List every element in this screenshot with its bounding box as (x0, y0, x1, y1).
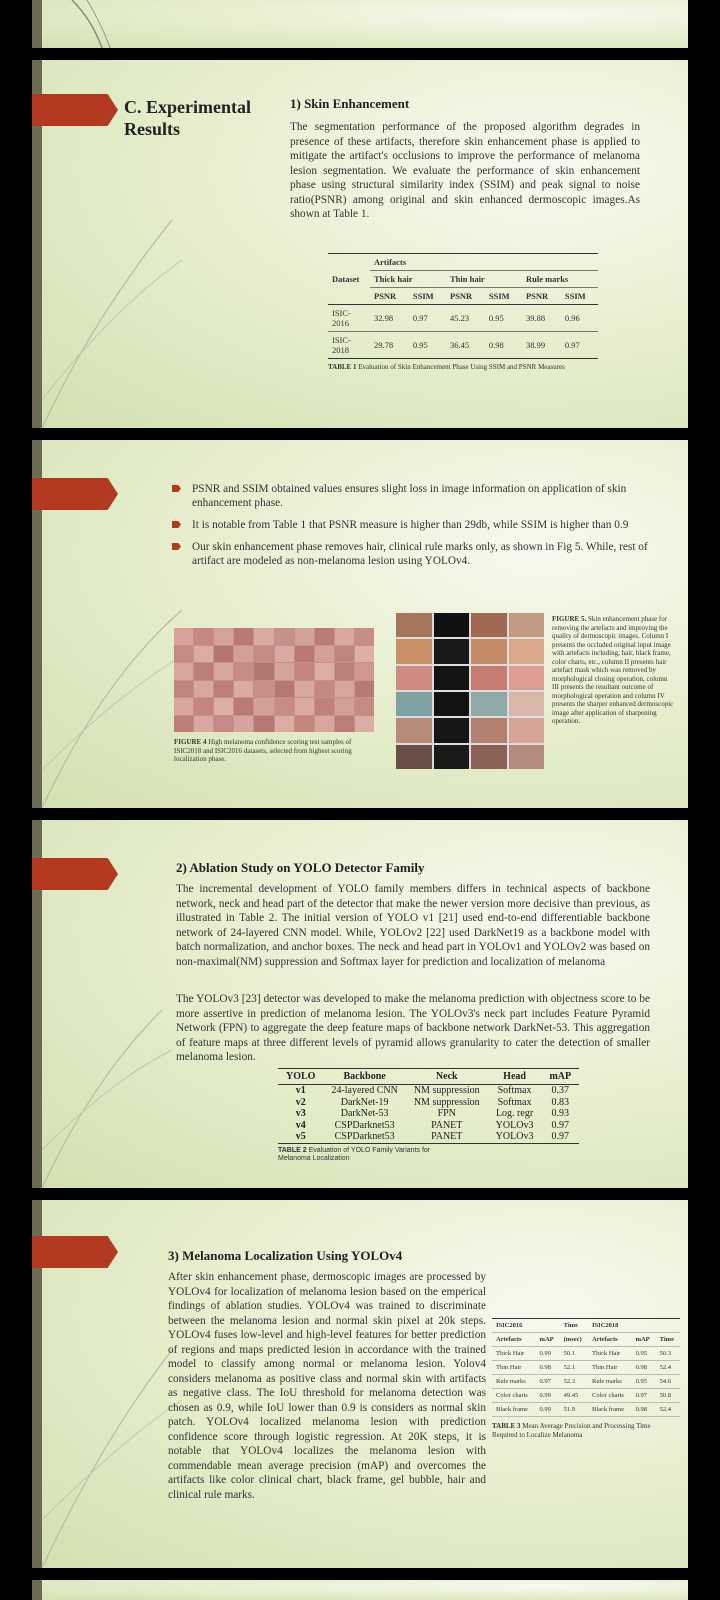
caption-label: TABLE 2 (278, 1146, 307, 1154)
table-cell: v1 (295, 1085, 306, 1096)
table-cell: 36.45 (449, 340, 470, 350)
slide-ablation-study (32, 820, 688, 1188)
table-1-caption (328, 363, 598, 372)
table-cell: Thick Hair (492, 1347, 536, 1361)
table-header: mAP (541, 1069, 579, 1085)
table-header: ISIC2018 (588, 1319, 632, 1333)
table-2-caption (278, 1147, 458, 1164)
table-cell-dataset: ISIC-2018 (332, 335, 351, 355)
caption-text: Evaluation of YOLO Family Variants for Melanoma Localization (278, 1146, 431, 1162)
table-subheader: (msec) (560, 1333, 588, 1347)
table-header: ISIC2016 (492, 1319, 536, 1333)
caption-label: TABLE 3 (492, 1422, 521, 1430)
table-cell: Thin Hair (492, 1361, 536, 1375)
table-row (278, 1085, 579, 1097)
table-cell: 0.95 (412, 340, 428, 350)
slide-melanoma-localization (32, 1200, 688, 1568)
table-cell: 0.96 (564, 313, 580, 323)
table-cell: 0.98 (632, 1403, 656, 1417)
figure-4-image (174, 628, 374, 732)
caption-text: Skin enhancement phase for removing the artefacts and improving the quality of dermoscopic images. Column I presents the occluded original input image with artefacts including, hair, black frame, color charts, etc., column II presents hair artefact mask which was removed by morphological closing operation, column III presents the resultant outcome of morphological operation and column IV presents the sharper enhanced dermoscopic image after application of sharpening operation. (552, 615, 674, 725)
caption-label: FIGURE 4 (174, 738, 207, 746)
table-metric-header: PSNR (449, 291, 473, 301)
table-cell: Softmax (497, 1085, 532, 1096)
bullet-item: It is notable from Table 1 that PSNR measure is higher than 29db, while SSIM is higher than 0.9 (172, 518, 652, 532)
figure-5-image (396, 613, 544, 769)
table-cell: v2 (295, 1096, 306, 1108)
table-cell: 0.93 (551, 1108, 570, 1119)
table-cell: 0.99 (536, 1403, 560, 1417)
table-cell: CSPDarknet53 (334, 1119, 395, 1131)
table-cell: 0.99 (536, 1389, 560, 1403)
table-cell: 0.98 (536, 1361, 560, 1375)
subsection-title: 1) Skin Enhancement (290, 96, 410, 111)
table-header (656, 1319, 680, 1333)
table-3-caption (492, 1422, 662, 1439)
table-cell: 51.9 (560, 1403, 588, 1417)
table-row (278, 1131, 579, 1143)
table-cell: 0.98 (632, 1361, 656, 1375)
caption-label: FIGURE 5. (552, 615, 587, 623)
table-cell: 0.97 (536, 1375, 560, 1389)
slide-experimental-results (32, 60, 688, 428)
table-1 (328, 253, 598, 372)
table-subheader: Time (656, 1333, 680, 1347)
paragraph: The segmentation performance of the proposed algorithm degrades in presence of these artifacts, therefore skin enhancement phase is applied to mitigate the artifact's occlusions to improve the performance of melanoma lesion segmentation. We evaluate the performance of skin enhancement phase using structural similarity index (SSIM) and peak signal to noise ratio(PSNR) among original and skin enhanced dermoscopic images.As shown at Table 1. (290, 121, 640, 220)
caption-text: Evaluation of Skin Enhancement Phase Using SSIM and PSNR Measures (358, 363, 565, 371)
paragraph: After skin enhancement phase, dermoscopic images are processed by YOLOv4 for localization of melanoma lesion based on the emperical findings of ablation studies. YOLOv4 was trained to discriminate between the melanoma lesion and normal skin pixel at 20k steps. YOLOv4 fuses low-level and high-level features for better prediction of regions and maps predicted lesion in accordance with the trained model to classify among normal or melanoma lesion. Yolov4 considers melanoma as positive class and normal skin with artifacts as negative class. The IoU threshold for melanoma detection was chosen as 0.9, while IoU lower than 0.9 is considers as normal skin patch. YOLOv4 localized melanoma lesion with prediction confidence score through logistic regression. At 20K steps, it is notable that YOLOv4 localizes the melanoma lesion with commendable mean average precision (mAP) and overcomes the artifacts like color clinical chart, black frame, gel bubble, hair and clinical rule marks. (168, 1271, 486, 1501)
table-cell: Softmax (497, 1096, 532, 1108)
table-cell: 38.99 (525, 340, 546, 350)
table-row (278, 1097, 579, 1109)
table-cell: DarkNet-53 (340, 1108, 389, 1119)
table-cell: 0.97 (412, 313, 428, 323)
table-header (632, 1319, 656, 1333)
section-arrow-marker (32, 478, 118, 510)
table-row (492, 1389, 680, 1403)
table-cell-dataset: ISIC-2016 (332, 308, 351, 328)
table-cell: Color charts (492, 1389, 536, 1403)
table-cell: Log. regr (495, 1108, 534, 1119)
table-metric-header: PSNR (374, 291, 397, 301)
caption-text: High melanoma confidence scoring test samples of ISIC2018 and ISIC2016 datasets, selected from highest scoring localization phase. (174, 738, 352, 763)
table-cell: Thin Hair (588, 1361, 632, 1375)
table-cell: v4 (295, 1119, 306, 1131)
table-cell: Rule marks (492, 1375, 536, 1389)
table-row (328, 305, 598, 332)
table-header: Backbone (323, 1069, 405, 1085)
table-cell: 50.3 (656, 1347, 680, 1361)
table-subheader: Artefacts (492, 1333, 536, 1347)
table-subheader: Artefacts (588, 1333, 632, 1347)
slide-top-sliver (32, 0, 688, 48)
table-cell: 54.6 (656, 1375, 680, 1389)
table-metric-header: PSNR (525, 291, 549, 301)
section-arrow-marker (32, 1236, 118, 1268)
table-cell: 0.95 (632, 1375, 656, 1389)
table-cell: 0.95 (632, 1347, 656, 1361)
table-row (278, 1108, 579, 1120)
table-subheader: mAP (536, 1333, 560, 1347)
table-metric-header: SSIM (488, 291, 510, 301)
table-row (492, 1403, 680, 1417)
table-cell: YOLOv3 (495, 1119, 534, 1131)
table-2 (278, 1068, 579, 1164)
table-metric-header: SSIM (564, 291, 586, 301)
table-cell: Black frame (588, 1403, 632, 1417)
table-group-header: Thin hair (446, 271, 522, 288)
table-row (328, 332, 598, 359)
caption-label: TABLE 1 (328, 363, 357, 371)
figure-4-caption (174, 738, 374, 764)
bullet-item: Our skin enhancement phase removes hair, clinical rule marks only, as shown in Fig 5. While, rest of artifact are modeled as non-melanoma lesion using YOLOv4. (172, 540, 652, 568)
table-cell: 0.97 (632, 1389, 656, 1403)
table-cell: 45.23 (449, 313, 470, 323)
table-cell: NM suppression (413, 1096, 480, 1108)
table-cell: v3 (295, 1108, 306, 1119)
table-cell: 0.97 (551, 1131, 570, 1142)
table-cell: 52.4 (656, 1403, 680, 1417)
table-cell: v5 (295, 1131, 306, 1142)
section-arrow-marker (32, 94, 118, 126)
figure-5-caption (552, 615, 676, 726)
section-arrow-marker (32, 858, 118, 890)
table-3 (492, 1318, 680, 1439)
table-header (536, 1319, 560, 1333)
decorative-curves (32, 0, 688, 48)
table-cell: 0.99 (536, 1347, 560, 1361)
table-cell: YOLOv3 (495, 1131, 534, 1142)
slide-enhancement-findings (32, 440, 688, 808)
table-header: Head (488, 1069, 542, 1085)
table-cell: 52.4 (656, 1361, 680, 1375)
slide-bottom-sliver (32, 1580, 688, 1600)
table-cell: 49.45 (560, 1389, 588, 1403)
table-header: Time (560, 1319, 588, 1333)
table-cell: DarkNet-19 (340, 1096, 389, 1108)
bullet-list (172, 482, 652, 576)
bullet-item: PSNR and SSIM obtained values ensures slight loss in image information on application of skin enhancement phase. (172, 482, 652, 510)
paragraph: The incremental development of YOLO family members differs in technical aspects of backbone network, neck and head part of the detector that make the newer version more decisive than previous, as illustrated in Table 2. The initial version of YOLO v1 [21] used end-to-end differentiable backbone network of 24-layered CNN model. While, YOLOv2 [22] used DarkNet19 as a backbone model with batch normalization, and anchor boxes. The neck and head part in YOLOv1 and YOLOv2 was based on non-maximal(NM) suppression and Softmax layer for prediction and localization of melanoma (176, 883, 650, 968)
table-cell: 0.95 (488, 313, 504, 323)
table-header-artifacts: Artifacts (370, 254, 598, 271)
table-cell: 0.98 (488, 340, 504, 350)
table-row (492, 1361, 680, 1375)
table-cell: 39.88 (525, 313, 546, 323)
table-cell: Color charts (588, 1389, 632, 1403)
table-subheader: mAP (632, 1333, 656, 1347)
table-cell: 0.83 (551, 1096, 570, 1108)
section-title: C. Experimental Results (124, 97, 251, 139)
table-row (278, 1120, 579, 1132)
paragraph: The YOLOv3 [23] detector was developed to make the melanoma prediction with objectness score to be more assertive in prediction of melanoma lesion. The YOLOv3's neck part includes Feature Pyramid Network (FPN) to aggregate the deep feature maps of backbone network DarkNet-53. This aggregation of feature maps at three different levels of pyramid allows granularity to cater the detection of smaller melanoma lesion. (176, 993, 650, 1063)
table-header-dataset: Dataset (332, 274, 360, 284)
table-metric-header: SSIM (412, 291, 434, 301)
table-cell: Thick Hair (588, 1347, 632, 1361)
caption-text: Mean Average Precision and Processing Time Required to Localize Melanoma (492, 1422, 651, 1439)
table-group-header: Rule marks (522, 271, 598, 288)
slide-left-bar (32, 1580, 42, 1600)
table-cell: CSPDarknet53 (334, 1131, 395, 1142)
table-cell: 32.98 (374, 313, 394, 323)
table-cell: FPN (437, 1108, 456, 1119)
table-cell: 24-layered CNN (331, 1085, 398, 1096)
subsection-title: 2) Ablation Study on YOLO Detector Family (176, 860, 425, 875)
table-cell: 52.1 (560, 1361, 588, 1375)
table-cell: 50.8 (656, 1389, 680, 1403)
table-cell: Rule marks (588, 1375, 632, 1389)
table-cell: NM suppression (413, 1085, 480, 1096)
table-row (492, 1375, 680, 1389)
table-row (492, 1347, 680, 1361)
table-cell: PANET (431, 1119, 463, 1131)
table-cell: PANET (431, 1131, 463, 1142)
table-group-header: Thick hair (370, 271, 446, 288)
subsection-title: 3) Melanoma Localization Using YOLOv4 (168, 1248, 403, 1263)
table-cell: 0.97 (564, 340, 580, 350)
table-cell: Black frame (492, 1403, 536, 1417)
table-cell: 0.37 (551, 1085, 570, 1096)
table-cell: 29.78 (374, 340, 394, 350)
table-header: Neck (406, 1069, 488, 1085)
table-cell: 52.3 (560, 1375, 588, 1389)
table-cell: 0.97 (551, 1119, 570, 1131)
table-cell: 50.1 (560, 1347, 588, 1361)
table-header: YOLO (278, 1069, 323, 1085)
